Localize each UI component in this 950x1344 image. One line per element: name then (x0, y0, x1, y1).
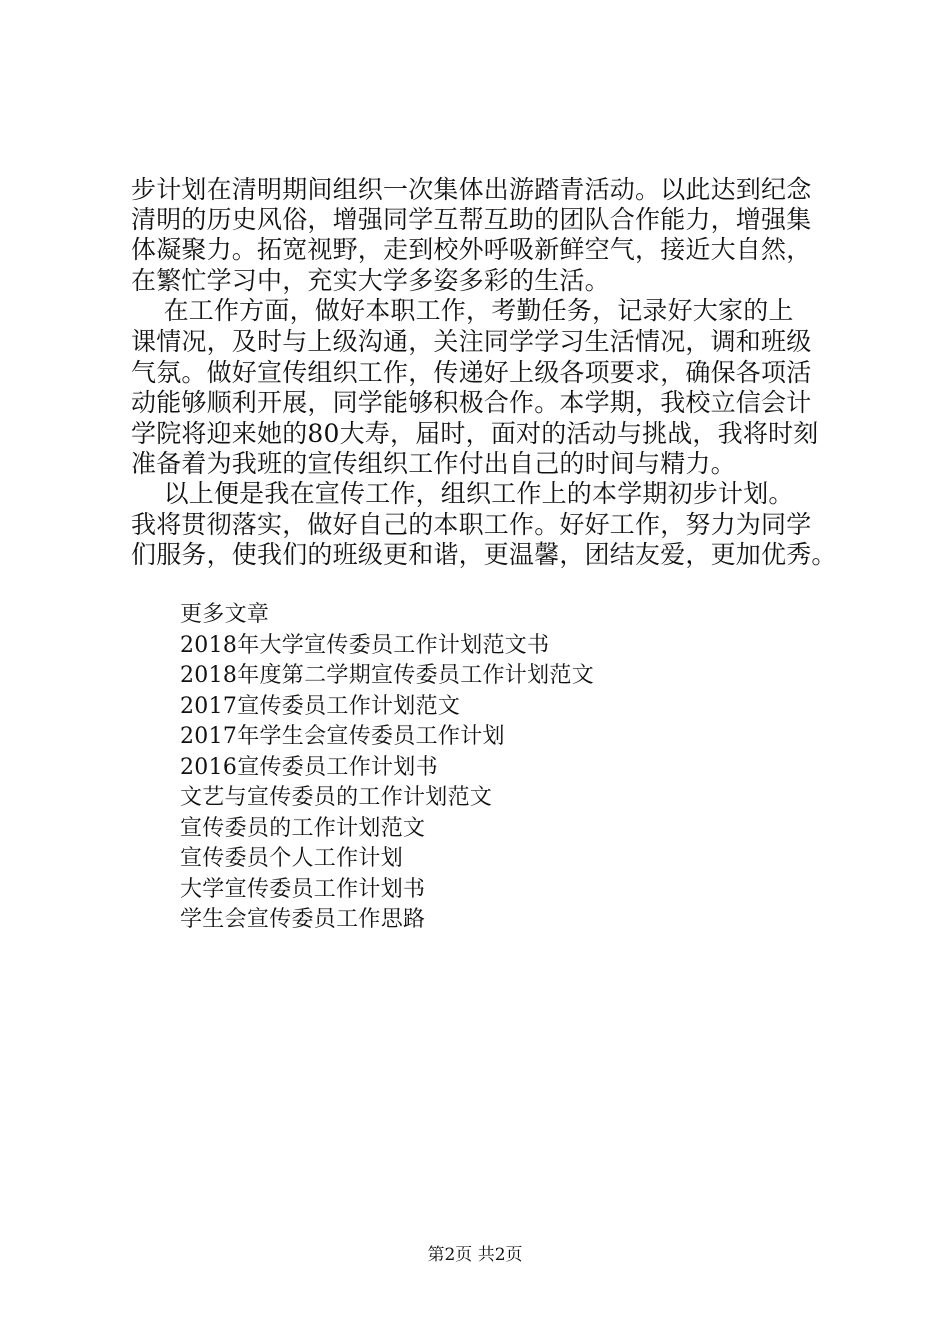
more-article-link[interactable]: 2017年学生会宣传委员工作计划 (180, 724, 505, 749)
more-article-link[interactable]: 宣传委员的工作计划范文 (180, 816, 426, 841)
more-article-link[interactable]: 宣传委员个人工作计划 (180, 846, 404, 871)
body-line: 清明的历史风俗，增强同学互帮互助的团队合作能力，增强集 (131, 205, 812, 234)
body-line: 们服务，使我们的班级更和谐，更温馨，团结友爱，更加优秀。 (131, 540, 837, 569)
body-line: 在繁忙学习中，充实大学多姿多彩的生活。 (131, 266, 610, 295)
body-line: 步计划在清明期间组织一次集体出游踏青活动。以此达到纪念 (131, 175, 812, 204)
more-article-link[interactable]: 2016宣传委员工作计划书 (180, 755, 438, 780)
more-article-link[interactable]: 2018年度第二学期宣传委员工作计划范文 (180, 663, 594, 688)
page-footer: 第2页 共2页 (427, 1245, 523, 1265)
more-article-link[interactable]: 文艺与宣传委员的工作计划范文 (180, 785, 493, 810)
body-line: 动能够顺利开展，同学能够积极合作。本学期，我校立信会计 (131, 388, 812, 417)
body-line: 我将贯彻落实，做好自己的本职工作。好好工作，努力为同学 (131, 510, 812, 539)
more-article-link[interactable]: 2018年大学宣传委员工作计划范文书 (180, 633, 550, 658)
body-line: 在工作方面，做好本职工作，考勤任务，记录好大家的上 (131, 296, 794, 325)
body-line: 体凝聚力。拓宽视野，走到校外呼吸新鲜空气，接近大自然， (131, 235, 812, 264)
more-article-link[interactable]: 2017宣传委员工作计划范文 (180, 694, 461, 719)
more-article-link[interactable]: 学生会宣传委员工作思路 (180, 907, 426, 932)
more-article-link[interactable]: 大学宣传委员工作计划书 (180, 877, 426, 902)
body-line: 学院将迎来她的80大寿，届时，面对的活动与挑战，我将时刻 (131, 419, 819, 448)
body-line: 课情况，及时与上级沟通，关注同学学习生活情况，调和班级 (131, 327, 812, 356)
body-line: 准备着为我班的宣传组织工作付出自己的时间与精力。 (131, 449, 736, 478)
more-articles-heading: 更多文章 (180, 602, 270, 627)
body-line: 以上便是我在宣传工作，组织工作上的本学期初步计划。 (131, 479, 794, 508)
body-line: 气氛。做好宣传组织工作，传递好上级各项要求，确保各项活 (131, 358, 812, 387)
